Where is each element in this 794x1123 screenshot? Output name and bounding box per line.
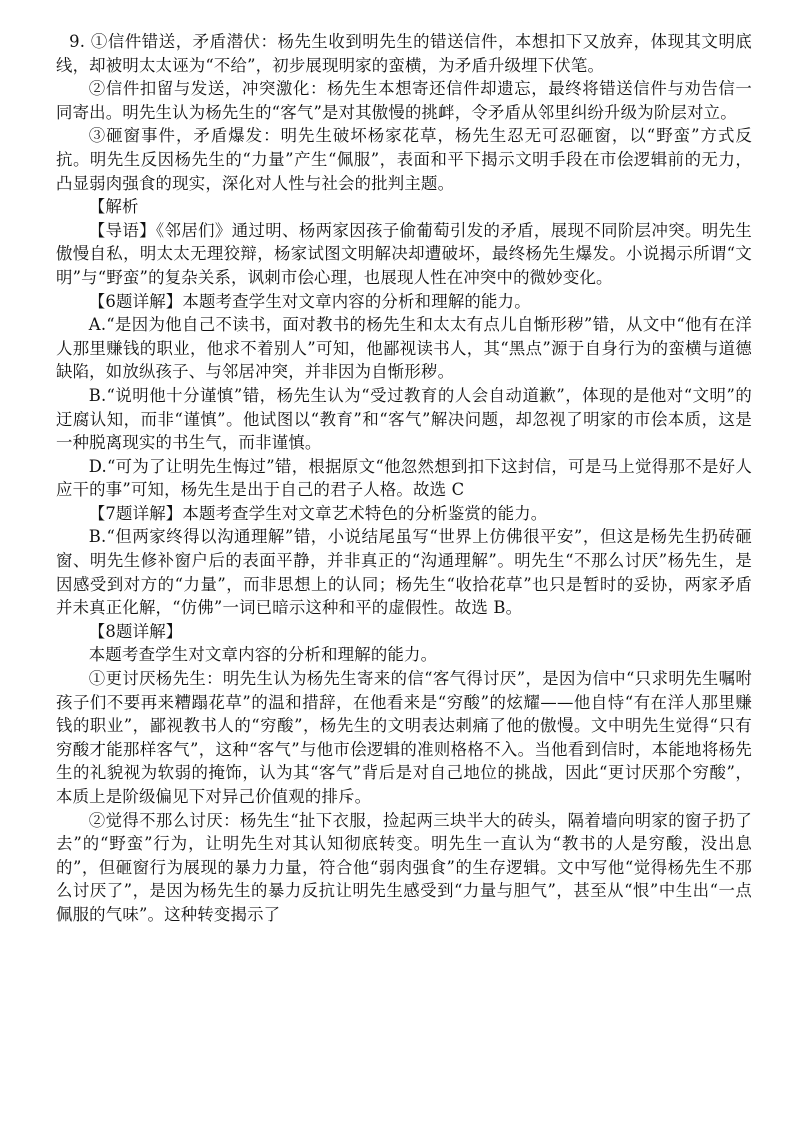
answer-paragraph-1: 9. ①信件错送，矛盾潜伏：杨先生收到明先生的错送信件，本想扣下又放弃，体现其文明底线，却被明太太诬为“不给”，初步展现明家的蛮横，为矛盾升级埋下伏笔。 [56, 32, 752, 75]
q8-heading: 【8题详解】 [88, 621, 183, 641]
answer-paragraph-3: ③砸窗事件，矛盾爆发：明先生破坏杨家花草，杨先生忍无可忍砸窗，以“野蛮”方式反抗。明先生反因杨先生的“力量”产生“佩服”，表面和平下揭示文明手段在市侩逻辑前的无力，凸显弱肉强食的现实，深化对人性与社会的批判主题。 [56, 126, 752, 193]
q8-point-1: ①更讨厌杨先生：明先生认为杨先生寄来的信“客气得讨厌”，是因为信中“只求明先生嘱咐孩子们不要再来糟蹋花草”的温和措辞，在他看来是“穷酸”的炫耀——他自恃“有在洋人那里赚钱的职业”，鄙视教书人的“穷酸”，杨先生的文明表达刺痛了他的傲慢。文中明先生觉得“只有穷酸才能那样客气”，这种“客气”与他市侩逻辑的准则格格不入。当他看到信时，本能地将杨先生的礼貌视为软弱的掩饰，认为其“客气”背后是对自己地位的挑战，因此“更讨厌那个穷酸”，本质上是阶级偏见下对异己价值观的排斥。 [56, 669, 752, 806]
q8-point-2: ②觉得不那么讨厌：杨先生“扯下衣服，捡起两三块半大的砖头，隔着墙向明家的窗子扔了去”的“野蛮”行为，让明先生对其认知彻底转变。明先生一直认为“教书的人是穷酸，没出息的”，但砸窗行为展现的暴力力量，符合他“弱肉强食”的生存逻辑。文中写他“觉得杨先生不那么讨厌了”，是因为杨先生的暴力反抗让明先生感受到“力量与胆气”，甚至从“恨”中生出“一点佩服的气味”。这种转变揭示了 [56, 810, 752, 924]
q6-heading: 【6题详解】本题考查学生对文章内容的分析和理解的能力。 [88, 291, 531, 311]
q7-heading: 【7题详解】本题考查学生对文章艺术特色的分析鉴赏的能力。 [88, 503, 548, 523]
q6-option-d: D.“可为了让明先生悔过”错，根据原文“他忽然想到扣下这封信，可是马上觉得那不是好人应干的事”可知，杨先生是出于自己的君子人格。故选 C [56, 456, 752, 500]
q6-option-a: A.“是因为他自己不读书，面对教书的杨先生和太太有点儿自惭形秽”错，从文中“他有在洋人那里赚钱的职业，他求不着别人”可知，他鄙视读书人，其“黑点”源于自身行为的蛮横与道德缺陷，如放纵孩子、与邻居冲突，并非因为自惭形秽。 [56, 315, 752, 382]
analysis-heading: 【解析 [88, 197, 139, 217]
q8-intro: 本题考查学生对文章内容的分析和理解的能力。 [88, 645, 438, 665]
q7-option-b: B.“但两家终得以沟通理解”错，小说结尾虽写“世界上仿佛很平安”，但这是杨先生扔砖砸窗、明先生修补窗户后的表面平静，并非真正的“沟通理解”。明先生“不那么讨厌”杨先生，是因感受到对方的“力量”，而非思想上的认同；杨先生“收拾花草”也只是暂时的妥协，两家矛盾并未真正化解，“仿佛”一词已暗示这种和平的虚假性。故选 B。 [56, 527, 752, 618]
answer-paragraph-2: ②信件扣留与发送，冲突激化：杨先生本想寄还信件却遗忘，最终将错送信件与劝告信一同寄出。明先生认为杨先生的“客气”是对其傲慢的挑衅，令矛盾从邻里纠纷升级为阶层对立。 [56, 79, 752, 122]
intro-paragraph: 【导语】《邻居们》通过明、杨两家因孩子偷葡萄引发的矛盾，展现不同阶层冲突。明先生傲慢自私，明太太无理狡辩，杨家试图文明解决却遭破坏，最终杨先生爆发。小说揭示所谓“文明”与“野蛮”的复杂关系，讽刺市侩心理，也展现人性在冲突中的微妙变化。 [56, 220, 752, 287]
q6-option-b: B.“说明他十分谨慎”错，杨先生认为“受过教育的人会自动道歉”，体现的是他对“文明”的迂腐认知，而非“谨慎”。他试图以“教育”和“客气”解决问题，却忽视了明家的市侩本质，这是一种脱离现实的书生气，而非谨慎。 [56, 385, 752, 453]
